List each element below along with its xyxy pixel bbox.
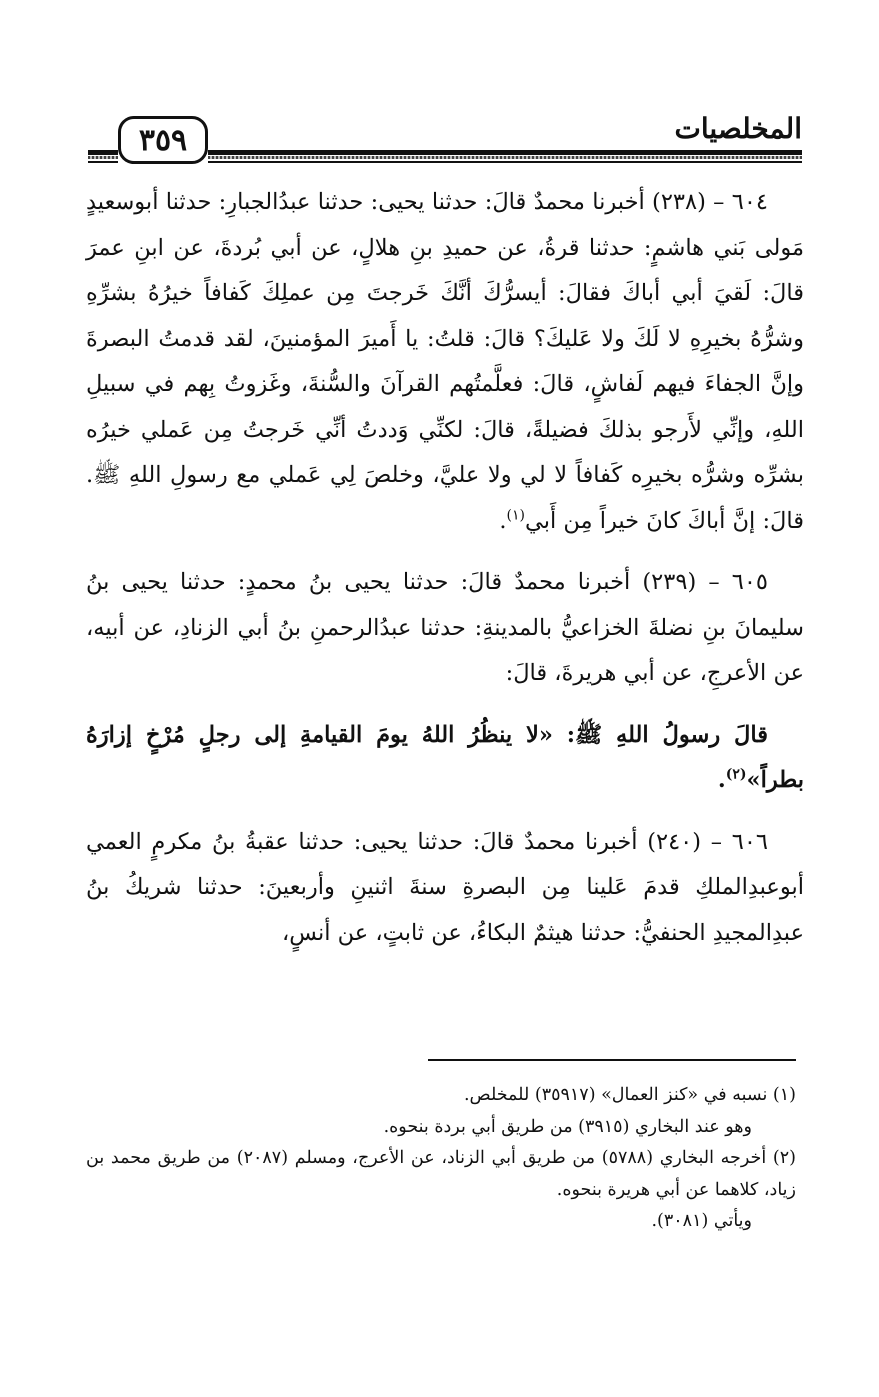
main-text: [86, 180, 804, 956]
header-rule-band: [208, 156, 802, 159]
page-number-text: ٣٥٩: [138, 122, 188, 158]
header-rule-left: [88, 150, 118, 155]
footnotes: [86, 1080, 796, 1238]
footnote-2: (٢) أخرجه البخاري (٥٧٨٨) من طريق أبي الزناد، عن الأعرج، ومسلم (٢٠٨٧) من طريق محمد بن زياد، كلاهما عن أبي هريرة بنحوه.: [86, 1148, 796, 1200]
header-rule: [208, 150, 802, 155]
header-rule-left-band: [88, 156, 118, 159]
page-header: [88, 108, 802, 168]
paragraph-text: ٦٠٤ – (٢٣٨) أخبرنا محمدٌ قالَ: حدثنا يحيى: حدثنا عبدُالجبارِ: حدثنا أبوسعيدٍ مَولى بَني هاشمٍ: حدثنا قرةُ، عن حميدِ بنِ هلالٍ، عن أبي بُردةَ، عن ابنِ عمرَ قالَ: لَقيَ أبي أباكَ فقالَ: أيسرُّكَ أنَّكَ خَرجتَ مِن عملِكَ كَفافاً خيرُهُ بشرِّهِ وشرُّهُ بخيرِهِ لا لَكَ ولا عَليكَ؟ قالَ: قلتُ: يا أَميرَ المؤمنينَ، لقد قدمتُ البصرةَ وإنَّ الجفاءَ فيهم لَفاشٍ، قالَ: فعلَّمتُهم القرآنَ والسُّنةَ، وغَزوتُ بِهم في سبيلِ اللهِ، وإنِّي لأَرجو بذلكَ فضيلةً، قالَ: لكنِّي وَددتُ أنِّي خَرجتُ مِن عَملي خيرُه بشرِّه وشرُّه بخيرِه كَفافاً لا لي ولا عليَّ، وخلصَ لِي عَملي مع رسولِ اللهِ ﷺ. قالَ: إنَّ أباكَ كانَ خيراً مِن أَبي: [86, 189, 804, 534]
paragraph-text: ٦٠٥ – (٢٣٩) أخبرنا محمدٌ قالَ: حدثنا يحيى بنُ محمدٍ: حدثنا يحيى بنُ سليمانَ بنِ نضلةَ الخزاعيُّ بالمدينةِ: حدثنا عبدُالرحمنِ بنُ أبي الزنادِ، عن أبيه، عن الأعرجِ، عن أبي هريرةَ، قالَ:: [86, 569, 804, 686]
paragraph-606: [86, 820, 804, 957]
paragraph-604: ٦٠٤ – (٢٣٨) أخبرنا محمدٌ قالَ: حدثنا يحيى: حدثنا عبدُالجبارِ: حدثنا أبوسعيدٍ مَولى بَني هاشمٍ: حدثنا قرةُ، عن حميدِ بنِ هلالٍ، عن أبي بُردةَ، عن ابنِ عمرَ قالَ: لَقيَ أبي أباكَ فقالَ: أيسرُّكَ أنَّكَ خَرجتَ مِن عملِكَ كَفافاً خيرُهُ بشرِّهِ وشرُّهُ بخيرِهِ لا لَكَ ولا عَليكَ؟ قالَ: قلتُ: يا أَميرَ المؤمنينَ، لقد قدمتُ البصرةَ وإنَّ الجفاءَ فيهم لَفاشٍ، قالَ: فعلَّمتُهم القرآنَ والسُّنةَ، وغَزوتُ بِهم في سبيلِ اللهِ، وإنِّي لأَرجو بذلكَ فضيلةً، قالَ: لكنِّي وَددتُ أنِّي خَرجتُ مِن عَملي خيرُه بشرِّه وشرُّه بخيرِه كَفافاً لا لي ولا عليَّ، وخلصَ لِي عَملي مع رسولِ اللهِ ﷺ. قالَ: إنَّ أباكَ كانَ خيراً مِن أَبي$^{(١)}$.: [86, 189, 804, 534]
running-title: المخلصيات: [674, 112, 802, 145]
header-rule-left-thin: [88, 161, 118, 163]
footnote-1: (١) نسبه في «كنز العمال» (٣٥٩١٧) للمخلص.: [463, 1085, 796, 1105]
footnote-2-continuation: ويأتي (٣٠٨١).: [651, 1211, 752, 1231]
paragraph-text: ٦٠٦ – (٢٤٠) أخبرنا محمدٌ قالَ: حدثنا يحيى: حدثنا عقبةُ بنُ مكرمٍ العمي أبوعبدِالملكِ قدمَ عَلينا مِن البصرةِ سنةَ اثنينِ وأربعينَ: حدثنا شريكُ بنُ عبدِالمجيدِ الحنفيُّ: حدثنا هيثمٌ البكاءُ، عن ثابتٍ، عن أنسٍ،: [86, 828, 804, 946]
page-number: [118, 116, 208, 164]
paragraph-text: قالَ رسولُ اللهِ ﷺ: «لا ينظُرُ اللهُ يومَ القيامةِ إلى رجلٍ مُرْخٍ إزارَهُ بطراً»: [86, 721, 804, 793]
footnote-marker: (٢): [725, 766, 747, 783]
hadith-text: قالَ رسولُ اللهِ ﷺ: «لا ينظُرُ اللهُ يومَ القيامةِ إلى رجلٍ مُرْخٍ إزارَهُ بطراً»$^{(٢)}$.: [86, 721, 804, 793]
paragraph-605: [86, 560, 804, 697]
footnote-divider: [428, 1059, 796, 1061]
footnote-marker: (١): [506, 507, 525, 523]
header-rule-thin: [208, 161, 802, 163]
footnote-1-continuation: وهو عند البخاري (٣٩١٥) من طريق أبي بردة بنحوه.: [383, 1116, 752, 1137]
